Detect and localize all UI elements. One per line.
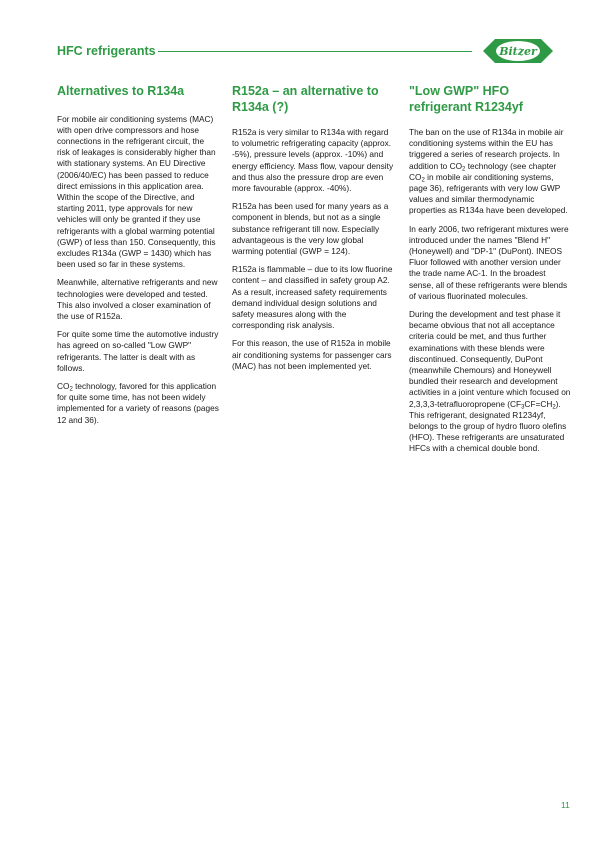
text-run: technology (see chapter CO [409, 160, 557, 182]
section-body [57, 114, 219, 426]
paragraph [57, 277, 219, 322]
subscript: 2 [462, 166, 466, 173]
text-run: R152a is flammable – due to its low fluorine content – and classified in safety group A2. As a result, increased safety requirements demand individual design solutions and safety measures along with the corresponding risk analysis. [232, 264, 393, 331]
text-run: Meanwhile, alternative refrigerants and new technologies were developed and tested. This also involved a closer examination of the use of R152a. [57, 277, 218, 321]
column-r1234yf [409, 84, 571, 462]
text-run: CO [57, 380, 70, 391]
text-run: For quite some time the automotive industry has agreed on so-called "Low GWP" refrigerants. The latter is dealt with as follows. [57, 329, 219, 373]
paragraph [57, 329, 219, 374]
paragraph [232, 201, 394, 257]
section-heading: R152a – an alternative to R134a (?) [232, 84, 379, 114]
text-run: CF=CH [524, 398, 553, 409]
header-rule [158, 51, 472, 52]
text-run: During the development and test phase it became obvious that not all acceptance criteria could be met, and thus further examinations with these blends were discontinued. Consequently, DuPont (meanwhile Chemours) and Honeywell bundled their research and development activities in a joint venture which focused on 2,3,3,3-tetrafluoropropene (CF [409, 309, 571, 409]
section-body [232, 127, 394, 372]
svg-text:Bitzer: Bitzer [499, 45, 537, 58]
text-run: technology, favored for this application for quite some time, has not been widely implemented for a variety of reasons (pages 12 and 36). [57, 380, 219, 425]
text-run: R152a is very similar to R134a with regard to volumetric refrigerating capacity (approx. -5%), pressure levels (approx. -10%) and energy efficiency. Mass flow, vapour density and thus also the pressure drop are even more favourable (approx. -40%). [232, 127, 394, 194]
paragraph [232, 127, 394, 194]
bitzer-logo [483, 36, 553, 66]
page-number: 11 [561, 800, 570, 810]
text-run: For this reason, the use of R152a in mobile air conditioning systems for passenger cars (MAC) has not been implemented yet. [232, 338, 392, 371]
section-body [409, 127, 571, 455]
section-heading: "Low GWP" HFO refrigerant R1234yf [409, 84, 523, 114]
column-r152a [232, 84, 394, 379]
paragraph [409, 127, 571, 217]
text-run: R152a has been used for many years as a component in blends, but not as a single substance refrigerant till now. Especially advantageous is the very low global warming potential (GWP = 124). [232, 201, 389, 257]
subscript: 2 [421, 177, 425, 184]
paragraph [57, 381, 219, 426]
paragraph [232, 338, 394, 372]
paragraph [57, 114, 219, 271]
text-run: The ban on the use of R134a in mobile air conditioning systems within the EU has triggered a series of research projects. In addition to CO [409, 127, 564, 171]
section-heading: Alternatives to R134a [57, 84, 185, 98]
column-alternatives [57, 84, 219, 433]
subscript: 3 [521, 404, 525, 411]
text-run: For mobile air conditioning systems (MAC) with open drive compressors and hose connections in the refrigerant circuit, the risk of leakages is considerably higher than with stationary systems. An EU Directive (2006/40/EC) has been passed to reduce direct emissions in this application area. Within the scope of the Directive, and starting 2011, type approvals for new vehicles will only be granted if they use refrigerants with a global warming potential (GWP) of less than 150. Consequently, this excludes R134a (GWP = 1430) which has been used so far in these systems. [57, 113, 216, 270]
paragraph [409, 309, 571, 455]
subscript: 2 [69, 386, 73, 393]
paragraph [409, 224, 571, 302]
text-run: in mobile air conditioning systems, page 36), refrigerants with very low GWP values and similar thermodynamic properties as R134a have been developed. [409, 171, 568, 216]
text-run: ). This refrigerant, designated R1234yf, belongs to the group of hydro fluoro olefins (HFO). These refrigerants are unsaturated HFCs with a chemical double bond. [409, 398, 567, 454]
subscript: 2 [552, 404, 556, 411]
header-title: HFC refrigerants [57, 44, 156, 58]
text-run: In early 2006, two refrigerant mixtures were introduced under the names "Blend H" (Honeywell) and "DP-1" (DuPont). INEOS Fluor followed with another version under the trade name AC-1. In the broadest sense, all of these refrigerants were blends of various fluorinated molecules. [409, 223, 569, 301]
paragraph [232, 264, 394, 331]
